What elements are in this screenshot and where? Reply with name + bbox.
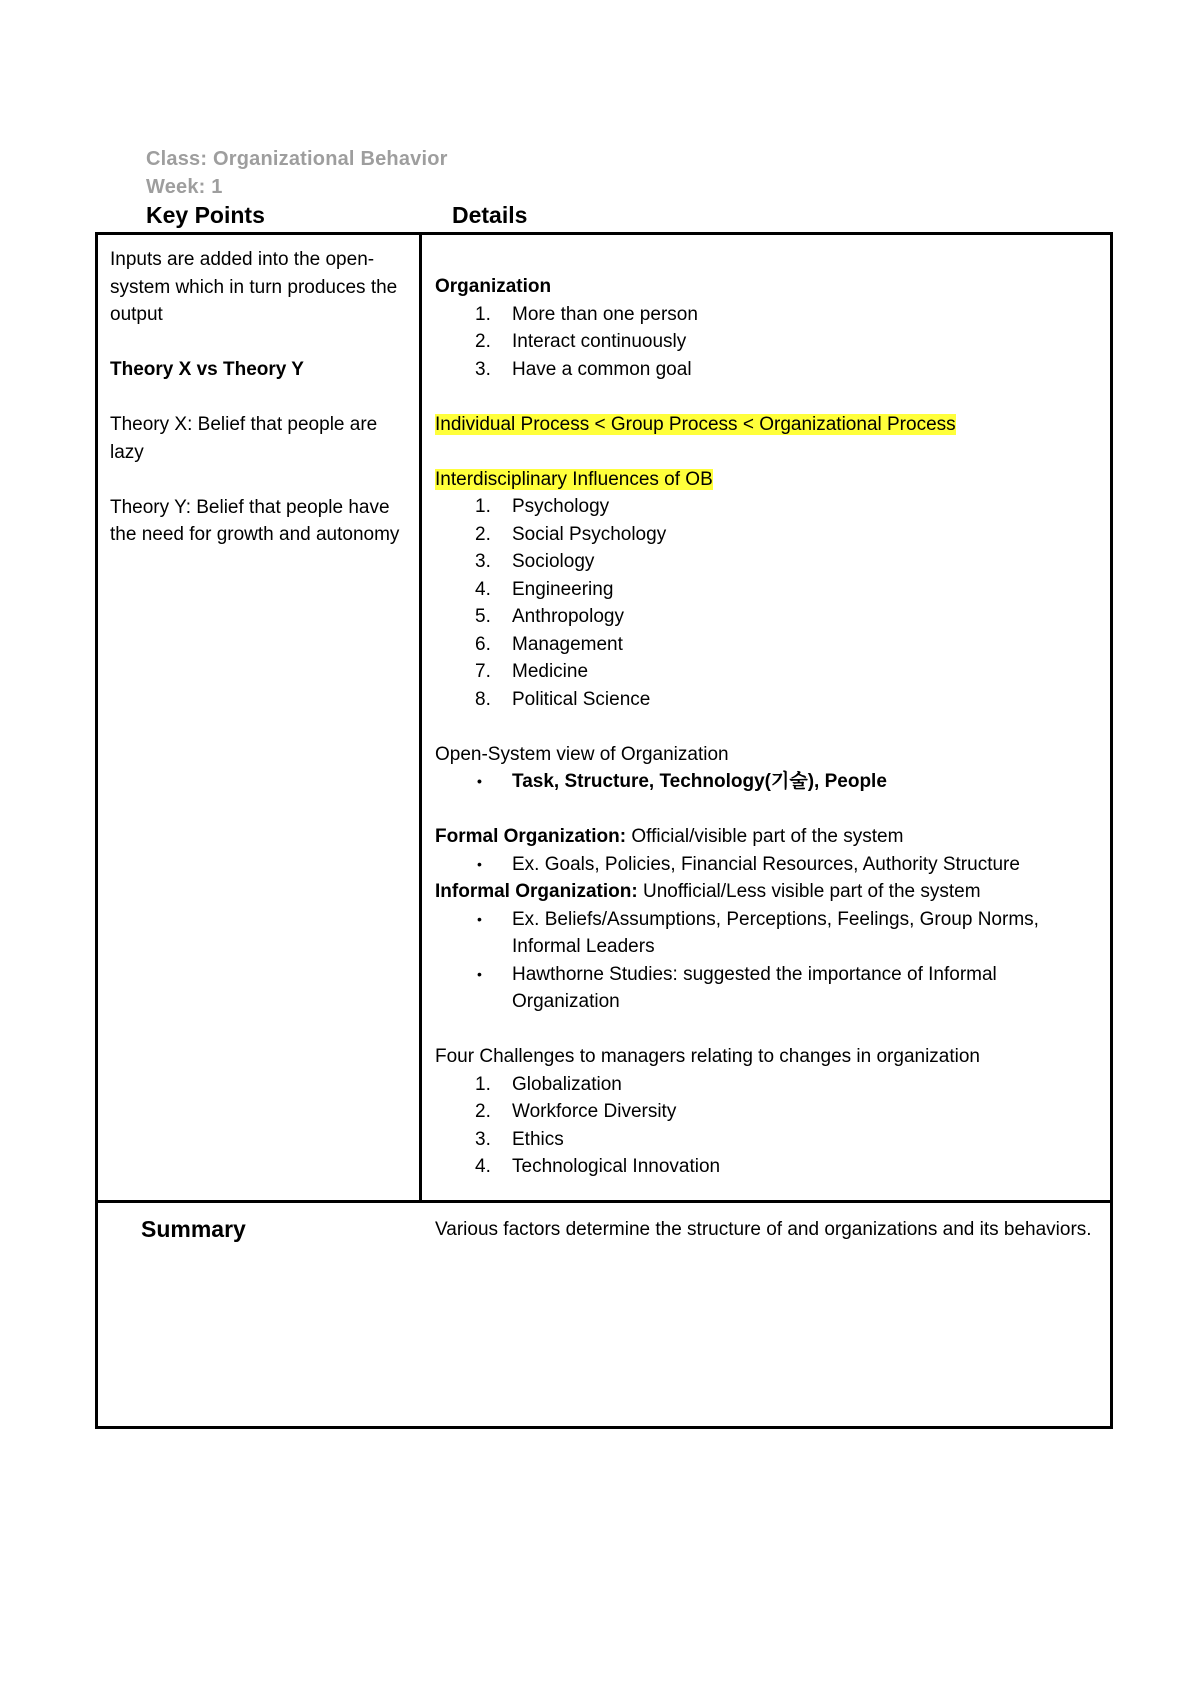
influences-list — [435, 493, 1105, 713]
process-hierarchy-highlight: Individual Process < Group Process < Organizational Process — [435, 413, 956, 435]
list-item: 6. Management — [475, 633, 623, 655]
influences-title: Interdisciplinary Influences of OB — [435, 468, 713, 490]
organization-title: Organization — [435, 276, 552, 297]
list-item: • Hawthorne Studies: suggested the importance of Informal Organization — [477, 963, 997, 1012]
open-system-bullets — [435, 768, 1105, 796]
notes-table — [95, 232, 1113, 1203]
challenges-list — [435, 1071, 1105, 1181]
list-item: 2. Social Psychology — [475, 523, 667, 545]
list-item: 3. Have a common goal — [475, 358, 692, 380]
summary-box — [95, 1200, 1113, 1429]
key-points-cell — [110, 246, 400, 549]
list-item: 1. Globalization — [475, 1073, 622, 1095]
formal-bullets — [435, 851, 1105, 879]
theory-x-note: Theory X: Belief that people are lazy — [110, 414, 378, 463]
theory-heading: Theory X vs Theory Y — [110, 359, 304, 380]
list-item: 5. Anthropology — [475, 606, 624, 627]
list-item: 1. Psychology — [475, 496, 610, 517]
list-item: 2. Interact continuously — [475, 331, 687, 352]
informal-bullets — [435, 906, 1105, 1016]
open-system-title: Open-System view of Organization — [435, 743, 729, 765]
open-system-note: Inputs are added into the open-system which in turn produces the output — [110, 249, 398, 325]
details-heading: Details — [452, 202, 528, 228]
key-points-heading: Key Points — [146, 202, 265, 228]
summary-text: Various factors determine the structure of and organizations and its behaviors. — [435, 1219, 1092, 1240]
theory-y-note: Theory Y: Belief that people have the need for growth and autonomy — [110, 496, 400, 545]
list-item: 1. More than one person — [475, 303, 698, 325]
list-item: 3. Ethics — [475, 1128, 564, 1150]
list-item: • Ex. Beliefs/Assumptions, Perceptions, Feelings, Group Norms, Informal Leaders — [477, 908, 1039, 957]
organization-list — [435, 301, 1105, 384]
challenges-title: Four Challenges to managers relating to changes in organization — [435, 1046, 980, 1067]
summary-heading: Summary — [141, 1216, 246, 1242]
list-item: 2. Workforce Diversity — [475, 1101, 677, 1122]
list-item: • Ex. Goals, Policies, Financial Resources, Authority Structure — [477, 853, 1020, 875]
list-item: 4. Engineering — [475, 578, 614, 600]
class-label: Class: Organizational Behavior — [146, 148, 448, 170]
list-item: 7. Medicine — [475, 661, 589, 682]
list-item: 8. Political Science — [475, 688, 651, 710]
week-label: Week: 1 — [146, 176, 223, 198]
list-item: 3. Sociology — [475, 551, 595, 572]
details-cell — [435, 273, 1105, 1181]
list-item: 4. Technological Innovation — [475, 1156, 721, 1177]
formal-organization: Formal Organization: Official/visible part of the system — [435, 826, 904, 847]
informal-organization: Informal Organization: Unofficial/Less visible part of the system — [435, 881, 981, 902]
column-divider — [419, 235, 422, 1200]
list-item: • Task, Structure, Technology(기술), People — [477, 771, 887, 792]
